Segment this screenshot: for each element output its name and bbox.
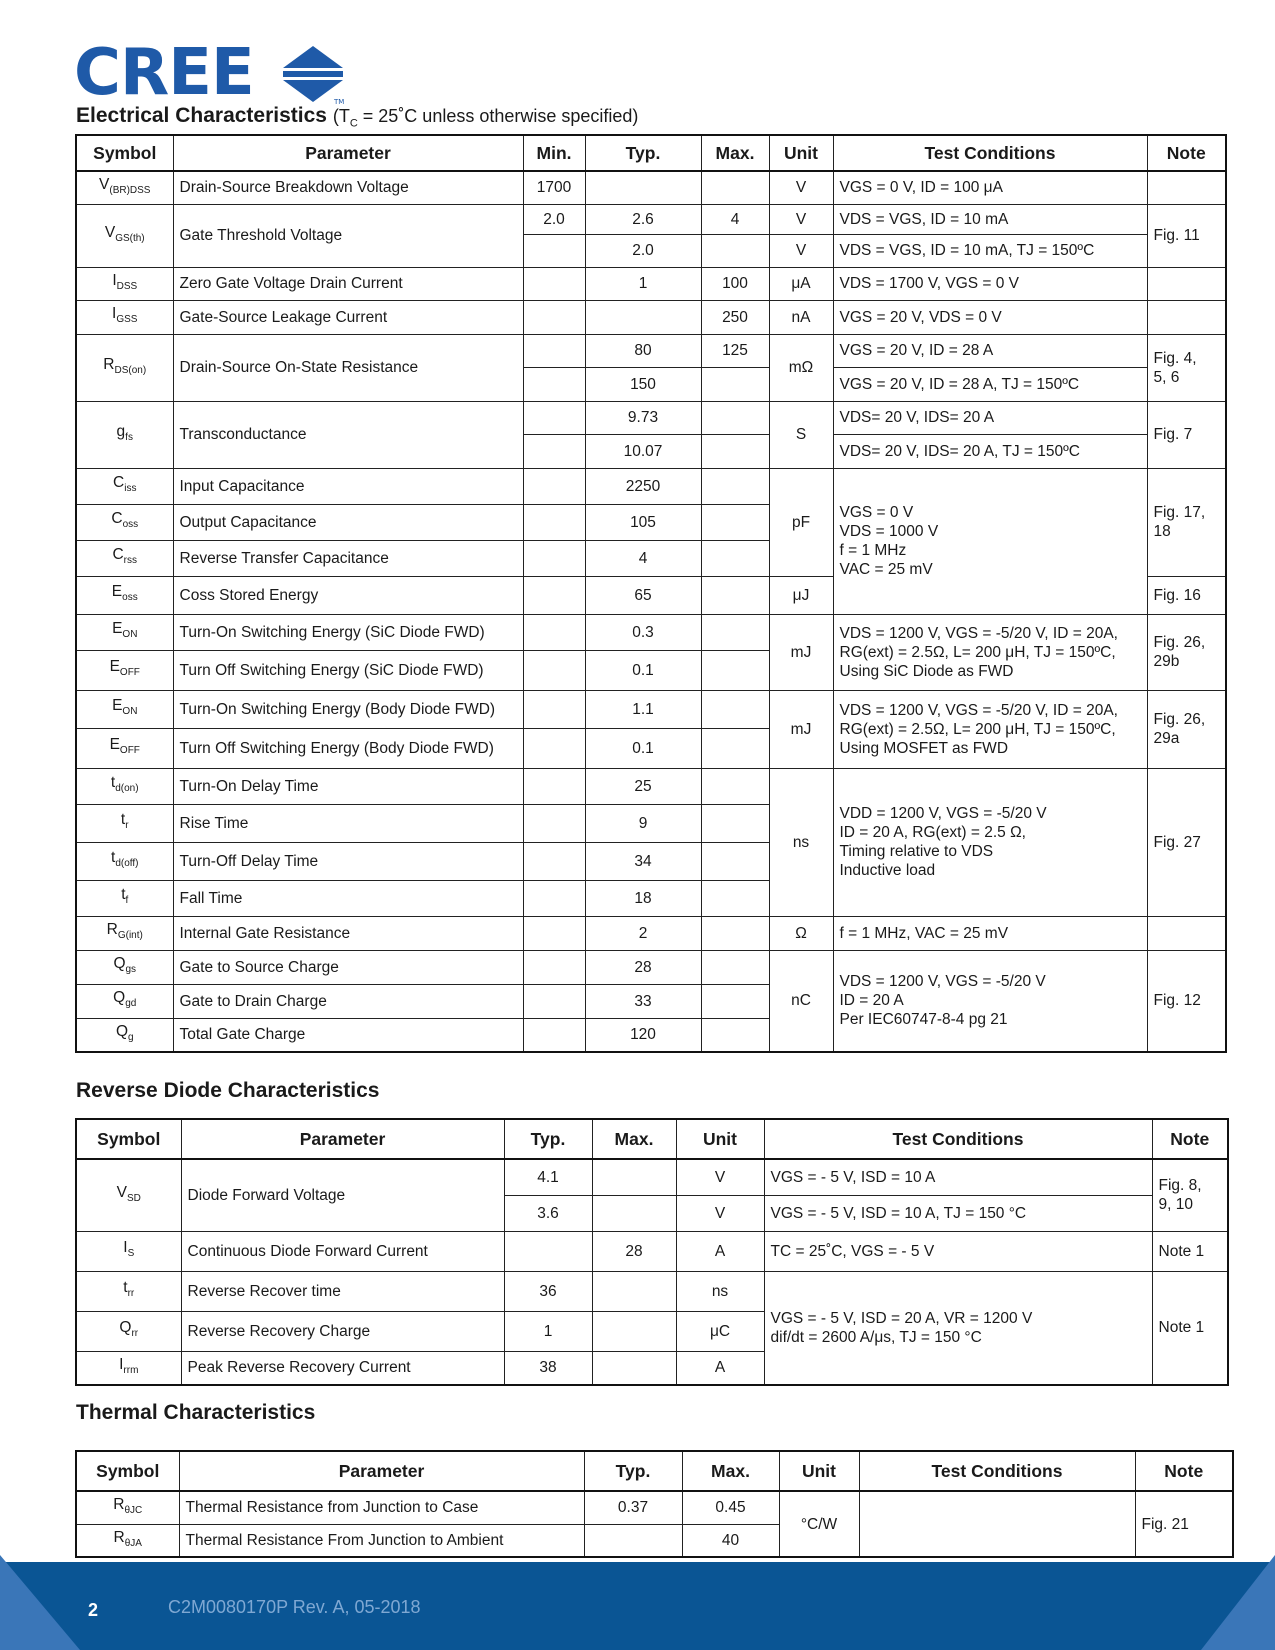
trademark-mark: TM [334, 98, 345, 104]
note-cell: Fig. 7 [1147, 401, 1226, 468]
parameter-cell: Thermal Resistance from Junction to Case [179, 1491, 584, 1524]
parameter-cell: Gate Threshold Voltage [173, 204, 523, 267]
typ-cell: 0.1 [585, 650, 701, 690]
symbol-cell: $R_{G(int)}$ [76, 916, 173, 950]
header-typ: Typ. [504, 1119, 592, 1159]
max-cell [701, 434, 769, 468]
table-row [76, 468, 1226, 504]
test-conditions-cell: f = 1 MHz, VAC = 25 mV [833, 916, 1147, 950]
max-cell: 0.45 [682, 1491, 779, 1524]
parameter-cell: Gate-Source Leakage Current [173, 300, 523, 334]
max-cell: 125 [701, 334, 769, 367]
min-cell [523, 984, 585, 1018]
table-row [76, 267, 1226, 300]
test-conditions-cell: VGS = 20 V, ID = 28 A, TJ = 150ºC [833, 367, 1147, 401]
parameter-cell: Diode Forward Voltage [181, 1159, 504, 1231]
typ-cell: 2.6 [585, 204, 701, 234]
symbol-cell: $I_{GSS}$ [76, 300, 173, 334]
note-cell: Fig. 4, 5, 6 [1147, 334, 1226, 401]
symbol-cell: $R_{\theta JC}$ [76, 1491, 179, 1524]
page-number: 2 [88, 1600, 99, 1620]
table-row [76, 334, 1226, 367]
parameter-cell: Total Gate Charge [173, 1018, 523, 1052]
parameter-cell: Rise Time [173, 804, 523, 842]
unit-cell: S [769, 401, 833, 468]
parameter-cell: Drain-Source Breakdown Voltage [173, 171, 523, 204]
symbol-cell: $E_{ON}$ [76, 690, 173, 728]
test-conditions-cell: VDS = 1200 V, VGS = -5/20 V, ID = 20A, RG(ext) = 2.5Ω, L= 200 μH, TJ = 150ºC, Using MOSFET as FWD [833, 690, 1147, 768]
test-conditions-cell: VGS = 20 V, VDS = 0 V [833, 300, 1147, 334]
header-symbol: Symbol [76, 1119, 181, 1159]
test-conditions-cell: VGS = 0 V VDS = 1000 V f = 1 MHz VAC = 25 mV [833, 468, 1147, 614]
max-cell [592, 1195, 676, 1231]
note-cell: Note 1 [1152, 1231, 1228, 1271]
table-row [76, 401, 1226, 434]
min-cell [523, 804, 585, 842]
parameter-cell: Gate to Drain Charge [173, 984, 523, 1018]
max-cell [701, 540, 769, 576]
header-unit: Unit [676, 1119, 764, 1159]
logo-chevron-icon [278, 46, 348, 104]
test-conditions-cell: TC = 25˚C, VGS = - 5 V [764, 1231, 1152, 1271]
table-row [76, 204, 1226, 234]
typ-cell: 10.07 [585, 434, 701, 468]
note-cell: Fig. 8, 9, 10 [1152, 1159, 1228, 1231]
unit-cell: mΩ [769, 334, 833, 401]
symbol-cell: $g_{fs}$ [76, 401, 173, 468]
header-parameter: Parameter [179, 1451, 584, 1491]
typ-cell: 25 [585, 768, 701, 804]
header-unit: Unit [779, 1451, 859, 1491]
typ-cell: 28 [585, 950, 701, 984]
max-cell [701, 950, 769, 984]
symbol-cell: $I_{DSS}$ [76, 267, 173, 300]
typ-cell: 9 [585, 804, 701, 842]
parameter-cell: Internal Gate Resistance [173, 916, 523, 950]
test-conditions-cell: VGS = 20 V, ID = 28 A [833, 334, 1147, 367]
max-cell [701, 614, 769, 650]
header-note: Note [1147, 135, 1226, 171]
typ-cell: 4 [585, 540, 701, 576]
typ-cell [585, 300, 701, 334]
parameter-cell: Fall Time [173, 880, 523, 916]
symbol-cell: $E_{OFF}$ [76, 728, 173, 768]
note-cell [1147, 171, 1226, 204]
max-cell [701, 650, 769, 690]
test-conditions-cell: VGS = - 5 V, ISD = 10 A [764, 1159, 1152, 1195]
parameter-cell: Turn-On Delay Time [173, 768, 523, 804]
symbol-cell: $V_{GS(th)}$ [76, 204, 173, 267]
electrical-title-text: Electrical Characteristics [76, 104, 327, 127]
unit-cell: Ω [769, 916, 833, 950]
typ-cell: 34 [585, 842, 701, 880]
min-cell: 1700 [523, 171, 585, 204]
min-cell [523, 916, 585, 950]
min-cell [523, 300, 585, 334]
table-row [76, 690, 1226, 728]
parameter-cell: Turn-On Switching Energy (SiC Diode FWD) [173, 614, 523, 650]
typ-cell: 0.37 [584, 1491, 682, 1524]
max-cell [701, 401, 769, 434]
unit-cell: V [769, 234, 833, 267]
max-cell [701, 1018, 769, 1052]
header-test-conditions: Test Conditions [764, 1119, 1152, 1159]
min-cell [523, 690, 585, 728]
max-cell [701, 916, 769, 950]
max-cell [701, 880, 769, 916]
max-cell [701, 728, 769, 768]
header-unit: Unit [769, 135, 833, 171]
unit-cell: V [676, 1195, 764, 1231]
symbol-cell: $R_{DS(on)}$ [76, 334, 173, 401]
max-cell: 4 [701, 204, 769, 234]
symbol-cell: $Q_{rr}$ [76, 1311, 181, 1351]
parameter-cell: Drain-Source On-State Resistance [173, 334, 523, 401]
symbol-cell: $t_r$ [76, 804, 173, 842]
symbol-cell: $Q_{gs}$ [76, 950, 173, 984]
typ-cell [585, 171, 701, 204]
parameter-cell: Reverse Recover time [181, 1271, 504, 1311]
test-conditions-cell: VGS = - 5 V, ISD = 20 A, VR = 1200 V dif/dt = 2600 A/μs, TJ = 150 °C [764, 1271, 1152, 1385]
symbol-cell: $t_{d(off)}$ [76, 842, 173, 880]
max-cell [701, 234, 769, 267]
max-cell [592, 1159, 676, 1195]
unit-cell: V [769, 171, 833, 204]
min-cell [523, 434, 585, 468]
symbol-cell: $I_S$ [76, 1231, 181, 1271]
min-cell [523, 540, 585, 576]
max-cell [701, 768, 769, 804]
footer-corner-left [0, 1555, 80, 1650]
note-cell: Note 1 [1152, 1271, 1228, 1385]
test-conditions-cell: VGS = 0 V, ID = 100 μA [833, 171, 1147, 204]
document-id: C2M0080170P Rev. A, 05-2018 [168, 1597, 421, 1617]
max-cell: 250 [701, 300, 769, 334]
unit-cell: μC [676, 1311, 764, 1351]
note-cell: Fig. 27 [1147, 768, 1226, 916]
typ-cell: 9.73 [585, 401, 701, 434]
min-cell: 2.0 [523, 204, 585, 234]
parameter-cell: Continuous Diode Forward Current [181, 1231, 504, 1271]
min-cell [523, 234, 585, 267]
parameter-cell: Reverse Transfer Capacitance [173, 540, 523, 576]
test-conditions-cell: VDS= 20 V, IDS= 20 A [833, 401, 1147, 434]
symbol-cell: $R_{\theta JA}$ [76, 1524, 179, 1557]
symbol-cell: $Q_{gd}$ [76, 984, 173, 1018]
min-cell [523, 267, 585, 300]
min-cell [523, 650, 585, 690]
table-row [76, 916, 1226, 950]
unit-cell: mJ [769, 614, 833, 690]
min-cell [523, 768, 585, 804]
note-cell: Fig. 11 [1147, 204, 1226, 267]
typ-cell: 4.1 [504, 1159, 592, 1195]
typ-cell: 1 [504, 1311, 592, 1351]
thermal-table [75, 1450, 1234, 1558]
min-cell [523, 880, 585, 916]
header-note: Note [1135, 1451, 1233, 1491]
parameter-cell: Coss Stored Energy [173, 576, 523, 614]
symbol-cell: $V_{SD}$ [76, 1159, 181, 1231]
table-row [76, 171, 1226, 204]
max-cell [701, 504, 769, 540]
typ-cell: 150 [585, 367, 701, 401]
min-cell [523, 334, 585, 367]
max-cell [592, 1271, 676, 1311]
min-cell [523, 468, 585, 504]
max-cell [592, 1351, 676, 1385]
typ-cell: 65 [585, 576, 701, 614]
unit-cell: V [676, 1159, 764, 1195]
unit-cell: A [676, 1231, 764, 1271]
parameter-cell: Transconductance [173, 401, 523, 468]
symbol-cell: $E_{ON}$ [76, 614, 173, 650]
unit-cell: ns [769, 768, 833, 916]
min-cell [523, 504, 585, 540]
max-cell [701, 804, 769, 842]
typ-cell: 38 [504, 1351, 592, 1385]
typ-cell: 36 [504, 1271, 592, 1311]
header-symbol: Symbol [76, 135, 173, 171]
min-cell [523, 842, 585, 880]
min-cell [523, 401, 585, 434]
typ-cell: 0.3 [585, 614, 701, 650]
unit-cell: pF [769, 468, 833, 576]
parameter-cell: Turn-Off Delay Time [173, 842, 523, 880]
min-cell [523, 728, 585, 768]
max-cell [701, 468, 769, 504]
symbol-cell: $C_{rss}$ [76, 540, 173, 576]
parameter-cell: Turn Off Switching Energy (SiC Diode FWD) [173, 650, 523, 690]
min-cell [523, 367, 585, 401]
typ-cell: 1 [585, 267, 701, 300]
symbol-cell: $Q_g$ [76, 1018, 173, 1052]
table-row [76, 1231, 1228, 1271]
typ-cell: 2250 [585, 468, 701, 504]
min-cell [523, 614, 585, 650]
symbol-cell: $t_{rr}$ [76, 1271, 181, 1311]
test-conditions-cell: VDS = 1200 V, VGS = -5/20 V ID = 20 A Per IEC60747-8-4 pg 21 [833, 950, 1147, 1052]
table-row [76, 614, 1226, 650]
typ-cell: 0.1 [585, 728, 701, 768]
typ-cell: 1.1 [585, 690, 701, 728]
header-typ: Typ. [584, 1451, 682, 1491]
max-cell [701, 690, 769, 728]
max-cell: 28 [592, 1231, 676, 1271]
electrical-condition: ($T_C$ = 25˚C unless otherwise specified) [332, 106, 639, 130]
table-row [76, 1491, 1233, 1524]
typ-cell: 2.0 [585, 234, 701, 267]
max-cell [701, 576, 769, 614]
typ-cell: 105 [585, 504, 701, 540]
symbol-cell: $E_{OFF}$ [76, 650, 173, 690]
symbol-cell: $C_{iss}$ [76, 468, 173, 504]
min-cell [523, 1018, 585, 1052]
note-cell [1147, 300, 1226, 334]
typ-cell [504, 1231, 592, 1271]
max-cell [701, 984, 769, 1018]
header-max: Max. [701, 135, 769, 171]
typ-cell: 80 [585, 334, 701, 367]
typ-cell: 120 [585, 1018, 701, 1052]
table-row [76, 950, 1226, 984]
test-conditions-cell: VDS = VGS, ID = 10 mA, TJ = 150ºC [833, 234, 1147, 267]
unit-cell: nC [769, 950, 833, 1052]
max-cell [592, 1311, 676, 1351]
electrical-title [76, 104, 638, 130]
typ-cell: 2 [585, 916, 701, 950]
typ-cell [584, 1524, 682, 1557]
typ-cell: 33 [585, 984, 701, 1018]
electrical-characteristics-table [75, 134, 1227, 1053]
note-cell: Fig. 26, 29b [1147, 614, 1226, 690]
test-conditions-cell: VDS= 20 V, IDS= 20 A, TJ = 150ºC [833, 434, 1147, 468]
test-conditions-cell: VDS = VGS, ID = 10 mA [833, 204, 1147, 234]
max-cell [701, 367, 769, 401]
test-conditions-cell: VDD = 1200 V, VGS = -5/20 V ID = 20 A, RG(ext) = 2.5 Ω, Timing relative to VDS Inductive load [833, 768, 1147, 916]
symbol-cell: $I_{rrm}$ [76, 1351, 181, 1385]
unit-cell: μJ [769, 576, 833, 614]
header-typ: Typ. [585, 135, 701, 171]
header-note: Note [1152, 1119, 1228, 1159]
header-test-conditions: Test Conditions [833, 135, 1147, 171]
test-conditions-cell: VDS = 1700 V, VGS = 0 V [833, 267, 1147, 300]
cree-logo [74, 36, 345, 110]
test-conditions-cell: VGS = - 5 V, ISD = 10 A, TJ = 150 °C [764, 1195, 1152, 1231]
max-cell [701, 842, 769, 880]
table-row [76, 300, 1226, 334]
symbol-cell: $t_f$ [76, 880, 173, 916]
note-cell: Fig. 26, 29a [1147, 690, 1226, 768]
parameter-cell: Peak Reverse Recovery Current [181, 1351, 504, 1385]
table-row [76, 1271, 1228, 1311]
parameter-cell: Zero Gate Voltage Drain Current [173, 267, 523, 300]
header-min: Min. [523, 135, 585, 171]
parameter-cell: Gate to Source Charge [173, 950, 523, 984]
note-cell [1147, 916, 1226, 950]
unit-cell: A [676, 1351, 764, 1385]
note-cell: Fig. 12 [1147, 950, 1226, 1052]
header-max: Max. [592, 1119, 676, 1159]
typ-cell: 18 [585, 880, 701, 916]
header-parameter: Parameter [173, 135, 523, 171]
parameter-cell: Reverse Recovery Charge [181, 1311, 504, 1351]
typ-cell: 3.6 [504, 1195, 592, 1231]
reverse-diode-table [75, 1118, 1229, 1386]
header-max: Max. [682, 1451, 779, 1491]
unit-cell: V [769, 204, 833, 234]
table-row [76, 768, 1226, 804]
footer-corner-right [1201, 1555, 1275, 1650]
header-parameter: Parameter [181, 1119, 504, 1159]
logo-text: CREE [74, 36, 254, 110]
max-cell: 100 [701, 267, 769, 300]
min-cell [523, 950, 585, 984]
test-conditions-cell: VDS = 1200 V, VGS = -5/20 V, ID = 20A, RG(ext) = 2.5Ω, L= 200 μH, TJ = 150ºC, Using SiC Diode as FWD [833, 614, 1147, 690]
symbol-cell: $V_{(BR)DSS}$ [76, 171, 173, 204]
parameter-cell: Output Capacitance [173, 504, 523, 540]
symbol-cell: $C_{oss}$ [76, 504, 173, 540]
diode-title: Reverse Diode Characteristics [76, 1079, 380, 1102]
parameter-cell: Turn-On Switching Energy (Body Diode FWD) [173, 690, 523, 728]
unit-cell: mJ [769, 690, 833, 768]
max-cell: 40 [682, 1524, 779, 1557]
unit-cell: ns [676, 1271, 764, 1311]
note-cell: Fig. 21 [1135, 1491, 1233, 1557]
parameter-cell: Input Capacitance [173, 468, 523, 504]
symbol-cell: $E_{oss}$ [76, 576, 173, 614]
parameter-cell: Turn Off Switching Energy (Body Diode FWD) [173, 728, 523, 768]
unit-cell: nA [769, 300, 833, 334]
min-cell [523, 576, 585, 614]
header-symbol: Symbol [76, 1451, 179, 1491]
note-cell: Fig. 17, 18 [1147, 468, 1226, 576]
parameter-cell: Thermal Resistance From Junction to Ambient [179, 1524, 584, 1557]
unit-cell: μA [769, 267, 833, 300]
note-cell [1147, 267, 1226, 300]
thermal-title: Thermal Characteristics [76, 1401, 316, 1424]
note-cell: Fig. 16 [1147, 576, 1226, 614]
test-conditions-cell [859, 1491, 1135, 1557]
unit-cell: °C/W [779, 1491, 859, 1557]
header-test-conditions: Test Conditions [859, 1451, 1135, 1491]
max-cell [701, 171, 769, 204]
symbol-cell: $t_{d(on)}$ [76, 768, 173, 804]
table-row [76, 1159, 1228, 1195]
